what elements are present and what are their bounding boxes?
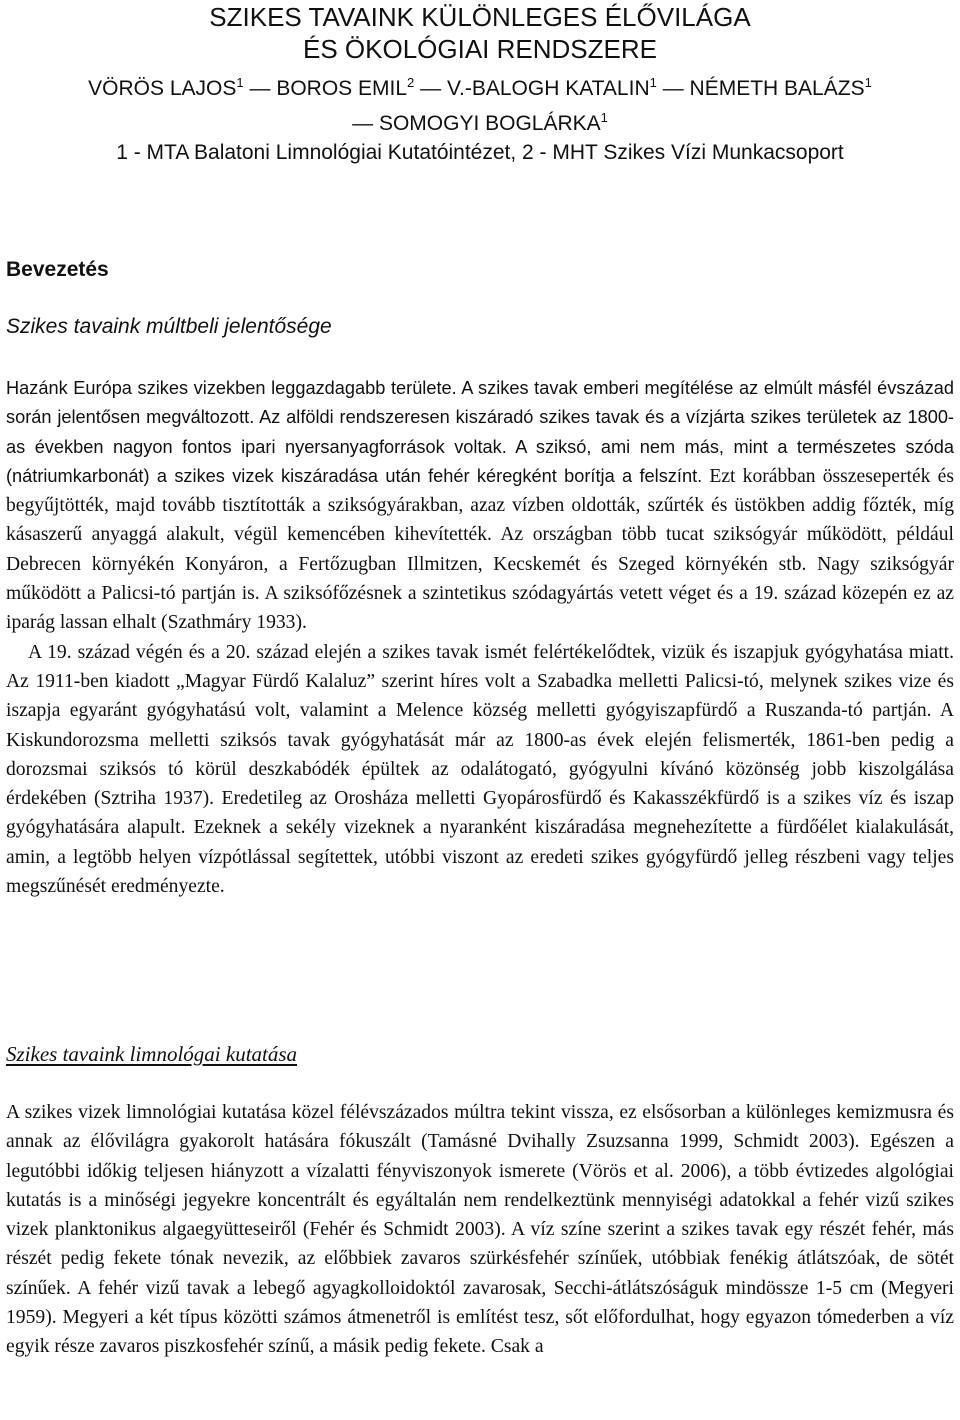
title-line-2: ÉS ÖKOLÓGIAI RENDSZERE bbox=[303, 34, 657, 64]
section-heading: Bevezetés bbox=[6, 258, 109, 281]
title-line-1: SZIKES TAVAINK KÜLÖNLEGES ÉLŐVILÁGA bbox=[209, 2, 751, 32]
subsection-research bbox=[6, 1042, 954, 1067]
author-separator: — bbox=[249, 77, 271, 100]
author-separator: — bbox=[420, 77, 442, 100]
author-name: V.-BALOGH KATALIN bbox=[446, 77, 650, 100]
affiliations: 1 - MTA Balatoni Limnológiai Kutatóintézet, 2 - MHT Szikes Vízi Munkacsoport bbox=[116, 141, 844, 164]
paragraph: A 19. század végén és a 20. század elején a szikes tavak ismét felértékelődtek, vizük és iszapjuk gyógyhatása miatt. Az 1911-ben kiadott „Magyar Fürdő Kalaluz” szerint híres volt a Szabadka melletti Palicsi-tó, melynek szikes vize és iszapja egyaránt gyógyhatású volt, valamint a Melence község melletti gyógyiszapfürdő a Ruszanda-tó partján. A Kiskundorozsma melletti sziksós tavak gyógyhatását már az 1800-as évek elején felismerték, 1861-ben pedig a dorozsmai sziksós tó körül deszkabódék épültek az odalátogató, gyógyulni kívánó közönség jobb kiszolgálása érdekében (Sztriha 1937). Eredetileg az Orosháza melletti Gyopárosfürdő és Kakasszékfürdő is a szikes víz és iszap gyógyhatására alapult. Ezeknek a sekély vizeknek a nyaranként kiszáradása megnehezítette a fürdőélet kialakulását, amin, a legtöbb helyen vízpótlással segítettek, utóbbi viszont az eredeti szikes gyógyfürdő jelleg részbeni vagy teljes megszűnését eredményezte. bbox=[6, 641, 954, 898]
paragraph-sans-run: Hazánk Európa szikes vizekben leggazdagabb területe. A szikes tavak emberi megítélése az elmúlt másfél évszázad során jelentősen megváltozott. Az alföldi rendszeresen kiszáradó szikes tavak és a vízjárta szikes területek az 1800-as években nagyon fontos ipari nyersanyagforrások voltak. A sziksó, ami nem más, mint a természetes szóda (nátriumkarbonát) a szikes vizek kiszáradása után fehér kéregként borítja a felszínt. bbox=[6, 378, 954, 486]
paragraph-serif-run: Ezt korábban összeseperték és begyűjtötték, majd tovább tisztították a sziksógyárakban, azaz vízben oldották, szűrték és üstökben addig főzték, míg kásaszerű anyaggá alakult, végül kemencében kihevítették. Az országban több tucat sziksógyár működött, például Debrecen környékén Konyáron, a Fertőzugban Illmitzen, Kecskemét és Szeged környékén stb. Nagy sziksógyár működött a Palicsi-tó partján is. A sziksófőzésnek a szintetikus szódagyártás vetett véget és a 19. század közepén ez az iparág lassan elhalt (Szathmáry 1933). bbox=[6, 465, 954, 634]
author-separator: — bbox=[352, 112, 374, 135]
paragraph: A szikes vizek limnológiai kutatása közel félévszázados múltra tekint vissza, ez elsősorban a különleges kemizmusra és annak az élővilágra gyakorolt hatására fókuszált (Tamásné Dvihally Zsuzsanna 1999, Schmidt 2003). Egészen a legutóbbi időkig teljesen hiányzott a vízalatti fényviszonyok ismerete (Vörös et al. 2006), a több évtizedes algológiai kutatás is a minőségi jegyekre koncentrált és egyáltalán nem rendelkeztünk mennyiségi adatokkal a fehér vizű szikes vizek planktonikus algaegyütteseiről (Fehér és Schmidt 2003). A víz színe szerint a szikes tavak egy részét fehér, más részét pedig fekete tónak nevezik, az előbbiek zavaros szürkésfehér színűek, utóbbiak fenékig átlátszóak, de sötét színűek. A fehér vizű tavak a lebegő agyagkolloidoktól zavarosak, Secchi-átlátszóságuk mindössze 1-5 cm (Megyeri 1959). Megyeri a két típus közötti számos átmenetről is említést tesz, sőt előfordulhat, hogy egyazon tómederben a víz egyik része zavaros piszkosfehér színű, a másik pedig fekete. Csak a bbox=[6, 1102, 954, 1358]
body-text-block bbox=[6, 374, 954, 901]
author-name: SOMOGYI BOGLÁRKA bbox=[378, 112, 601, 135]
author-list bbox=[0, 68, 960, 138]
author-affiliation-mark: 1 bbox=[236, 75, 244, 90]
section-intro bbox=[6, 258, 954, 282]
author-name: NÉMETH BALÁZS bbox=[689, 77, 865, 100]
author-name: VÖRÖS LAJOS bbox=[88, 77, 237, 100]
author-affiliation-mark: 2 bbox=[407, 75, 415, 90]
subsection-history bbox=[6, 315, 954, 339]
author-separator: — bbox=[662, 77, 684, 100]
author-name: BOROS EMIL bbox=[276, 77, 408, 100]
subsection-heading: Szikes tavaink limnológai kutatása bbox=[6, 1042, 298, 1066]
paragraph bbox=[6, 374, 954, 638]
author-affiliation-mark: 1 bbox=[600, 110, 608, 125]
author-affiliation-mark: 1 bbox=[649, 75, 657, 90]
paper-title bbox=[0, 0, 960, 65]
subsection-heading: Szikes tavaink múltbeli jelentősége bbox=[6, 315, 332, 338]
author-affiliation-mark: 1 bbox=[864, 75, 872, 90]
body-text-block-2 bbox=[6, 1098, 954, 1362]
